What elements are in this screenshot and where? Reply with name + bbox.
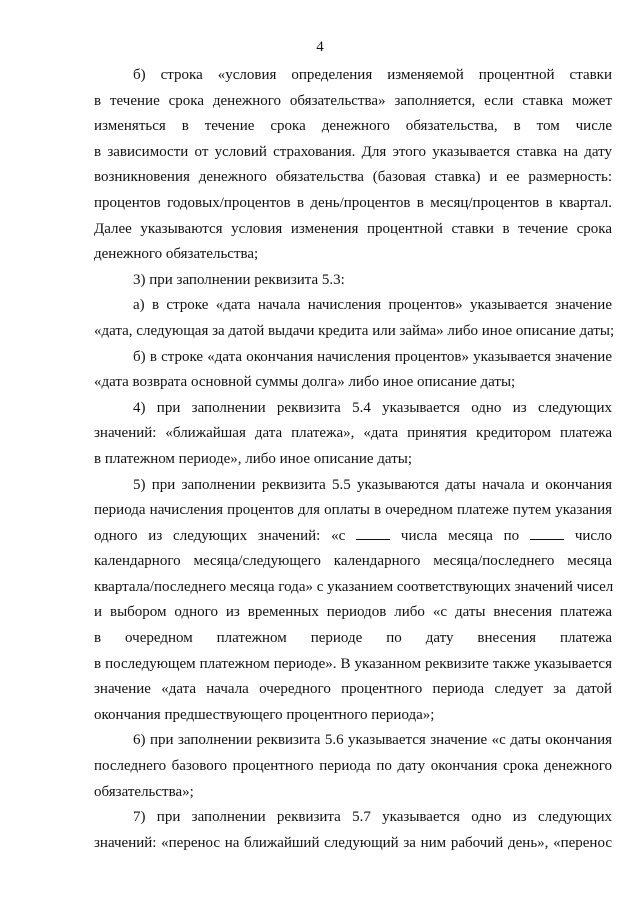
paragraph-item-6: [94, 728, 612, 805]
text-line: в течение срока денежного обязательства» заполняется, если ставка может: [94, 92, 612, 109]
text-line-with-blanks: [94, 524, 612, 550]
text-line: 4) при заполнении реквизита 5.4 указывается одно из следующих: [133, 399, 612, 416]
text-line: окончания предшествующего процентного периода»;: [94, 706, 435, 723]
text-line: значений: «ближайшая дата платежа», «дата принятия кредитором платежа: [94, 425, 612, 442]
text-line: процентов годовых/процентов в день/процентов в месяц/процентов в квартал.: [94, 194, 612, 211]
text-line: в зависимости от условий страхования. Для этого указывается ставка на дату: [94, 143, 612, 160]
text-line: б) в строке «дата окончания начисления процентов» указывается значение: [133, 348, 612, 365]
text-line: 6) при заполнении реквизита 5.6 указывается значение «с даты окончания: [133, 732, 612, 749]
text-line: последнего базового процентного периода по дату окончания срока денежного: [94, 758, 612, 775]
paragraph-6b: [94, 63, 612, 268]
text-line: в платежном периоде», либо иное описание даты;: [94, 450, 413, 467]
fill-in-blank: [356, 526, 390, 540]
paragraph-item-3: [94, 268, 612, 294]
text-segment: одного из следующих значений: «с: [94, 527, 346, 544]
paragraph-item-3a: [94, 293, 615, 344]
paragraph-item-7: [94, 805, 612, 856]
text-line: возникновения денежного обязательства (базовая ставка) и ее размерность:: [94, 169, 612, 186]
text-line: обязательства»;: [94, 783, 194, 800]
text-line: квартала/последнего месяца года» с указанием соответствующих значений чисел: [94, 578, 614, 595]
document-body: [94, 63, 615, 856]
page-number: 4: [316, 39, 324, 55]
text-line: а) в строке «дата начала начисления процентов» указывается значение: [133, 297, 612, 314]
text-line: в очередном платежном периоде по дату внесения платежа: [94, 630, 612, 647]
paragraph-item-4: [94, 396, 612, 473]
text-segment: число: [574, 527, 613, 544]
paragraph-item-5: [94, 473, 612, 729]
text-line: «дата возврата основной суммы долга» либо иное описание даты;: [94, 374, 516, 391]
fill-in-blank: [530, 526, 564, 540]
text-line: значение «дата начала очередного процентного периода следует за датой: [94, 681, 612, 698]
text-segment: числа месяца по: [400, 527, 520, 544]
paragraph-item-3b: [94, 345, 612, 396]
text-line: Далее указываются условия изменения процентной ставки в течение срока: [94, 220, 612, 237]
text-line: 3) при заполнении реквизита 5.3:: [133, 271, 345, 288]
text-line: периода начисления процентов для оплаты в очередном платеже путем указания: [94, 502, 612, 519]
text-line: изменяться в течение срока денежного обязательства, в том числе: [94, 118, 612, 135]
text-line: «дата, следующая за датой выдачи кредита или займа» либо иное описание даты;: [94, 322, 615, 339]
text-line: 5) при заполнении реквизита 5.5 указываются даты начала и окончания: [133, 476, 612, 493]
text-line: 7) при заполнении реквизита 5.7 указывается одно из следующих: [133, 809, 612, 826]
text-line: и выбором одного из временных периодов либо «с даты внесения платежа: [94, 604, 612, 621]
text-line: б) строка «условия определения изменяемой процентной ставки: [133, 67, 612, 83]
text-line: денежного обязательства;: [94, 246, 259, 263]
text-line: значений: «перенос на ближайший следующий за ним рабочий день», «перенос: [94, 834, 612, 851]
text-line: в последующем платежном периоде». В указанном реквизите также указывается: [94, 655, 612, 672]
text-line: календарного месяца/следующего календарного месяца/последнего месяца: [94, 553, 612, 570]
